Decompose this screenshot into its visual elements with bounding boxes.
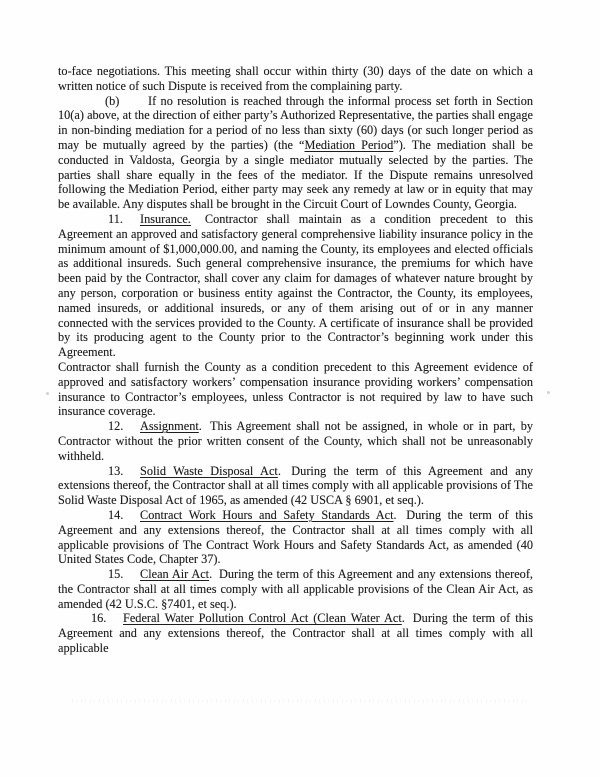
section-13-heading: Solid Waste Disposal Act	[140, 463, 278, 478]
section-16-number: 16.	[91, 611, 107, 626]
section-15-number: 15.	[108, 567, 124, 582]
section-14-body: During the term of this Agreement and any extensions thereof, the Contractor shall at all times comply with all applicable provisions of The Contract Work Hours and Safety Standards Act, as amended (40 United States Code, Chapter 37).	[58, 507, 533, 567]
paragraph-12-assignment	[58, 419, 533, 463]
section-13-number: 13.	[108, 463, 124, 478]
section-12-heading: Assignment	[140, 419, 199, 434]
paragraph-14-contract-work-hours	[58, 508, 533, 567]
section-15-heading: Clean Air Act	[140, 567, 210, 582]
section-14-number: 14.	[108, 507, 124, 522]
section-15-body: During the term of this Agreement and any extensions thereof, the Contractor shall at all times comply with all applicable provisions of the Clean Air Act, as amended (42 U.S.C. §7401, et seq.).	[58, 567, 533, 611]
paragraph-workers-compensation: Contractor shall furnish the County as a condition precedent to this Agreement evidence of approved and satisfactory workers’ compensation insurance providing workers’ compensation insurance to Contractor’s employees, unless Contractor is not required by law to have such insurance coverage.	[58, 359, 533, 419]
section-14-heading-period: .	[393, 507, 404, 522]
section-15-heading-period: .	[209, 567, 216, 582]
paragraph-16-clean-water	[58, 611, 533, 655]
section-16-body: During the term of this Agreement and any extensions thereof, the Contractor shall at all times comply with all applicable	[58, 611, 533, 656]
section-12-heading-period: .	[198, 419, 208, 434]
clause-b-label: (b)	[105, 93, 120, 108]
clause-b-text-post: ”). The mediation shall be conducted in Valdosta, Georgia by a single mediator mutually selected by the parties. The parties shall share equally in the fees of the mediator. If the Dispute remains unresolved following the Mediation Period, either party may seek any remedy at law or in equity that may be available. Any disputes shall be brought in the Circuit Court of Lowndes County, Georgia.	[58, 137, 534, 212]
paragraph-13-solid-waste	[58, 464, 533, 508]
paragraph-clause-10b	[58, 94, 533, 212]
paragraph-11-insurance	[58, 212, 533, 360]
scan-speck	[46, 392, 49, 395]
defined-term-mediation-period: Mediation Period	[304, 137, 394, 152]
section-11-heading: Insurance.	[140, 211, 191, 226]
section-16-heading-period: .	[401, 611, 410, 626]
scan-noise-band	[72, 699, 530, 703]
section-12-number: 12.	[108, 419, 124, 434]
section-11-number: 11.	[108, 211, 123, 226]
section-11-body: Contractor shall maintain as a condition precedent to this Agreement an approved and satisfactory general comprehensive liability insurance policy in the minimum amount of $1,000,000.00, and naming the County, its employees and elected officials as additional insureds. Such general comprehensive insurance, the premiums for which have been paid by the Contractor, shall cover any claim for damages of whatever nature brought by any person, corporation or business entity against the Contractor, the County, its employees, named insureds, or additional insureds, or any of them arising out of or in any manner connected with the services provided to the County. A certificate of insurance shall be provided by its producing agent to the County prior to the Contractor’s beginning work under this Agreement.	[58, 211, 533, 360]
scan-speck	[547, 391, 550, 394]
section-12-body: This Agreement shall not be assigned, in whole or in part, by Contractor without the prior written consent of the County, which shall not be unreasonably withheld.	[58, 419, 533, 463]
section-13-body: During the term of this Agreement and any extensions thereof, the Contractor shall at all times comply with all applicable provisions of The Solid Waste Disposal Act of 1965, as amended (42 USCA § 6901, et seq.).	[58, 463, 533, 508]
section-16-heading: Federal Water Pollution Control Act (Clean Water Act	[123, 611, 402, 626]
page-text-block	[58, 64, 533, 656]
paragraph-15-clean-air	[58, 567, 533, 611]
paragraph-continuation: to-face negotiations. This meeting shall occur within thirty (30) days of the date on which a written notice of such Dispute is received from the complaining party.	[58, 64, 533, 93]
clause-b-text-pre: If no resolution is reached through the informal process set forth in Section 10(a) above, at the direction of either party’s Authorized Representative, the parties shall engage in non-binding mediation for a period of no less than sixty (60) days (or such longer period as may be mutually agreed by the parties) (the “	[58, 93, 533, 152]
section-14-heading: Contract Work Hours and Safety Standards Act	[140, 507, 394, 522]
section-13-heading-period: .	[277, 463, 289, 478]
